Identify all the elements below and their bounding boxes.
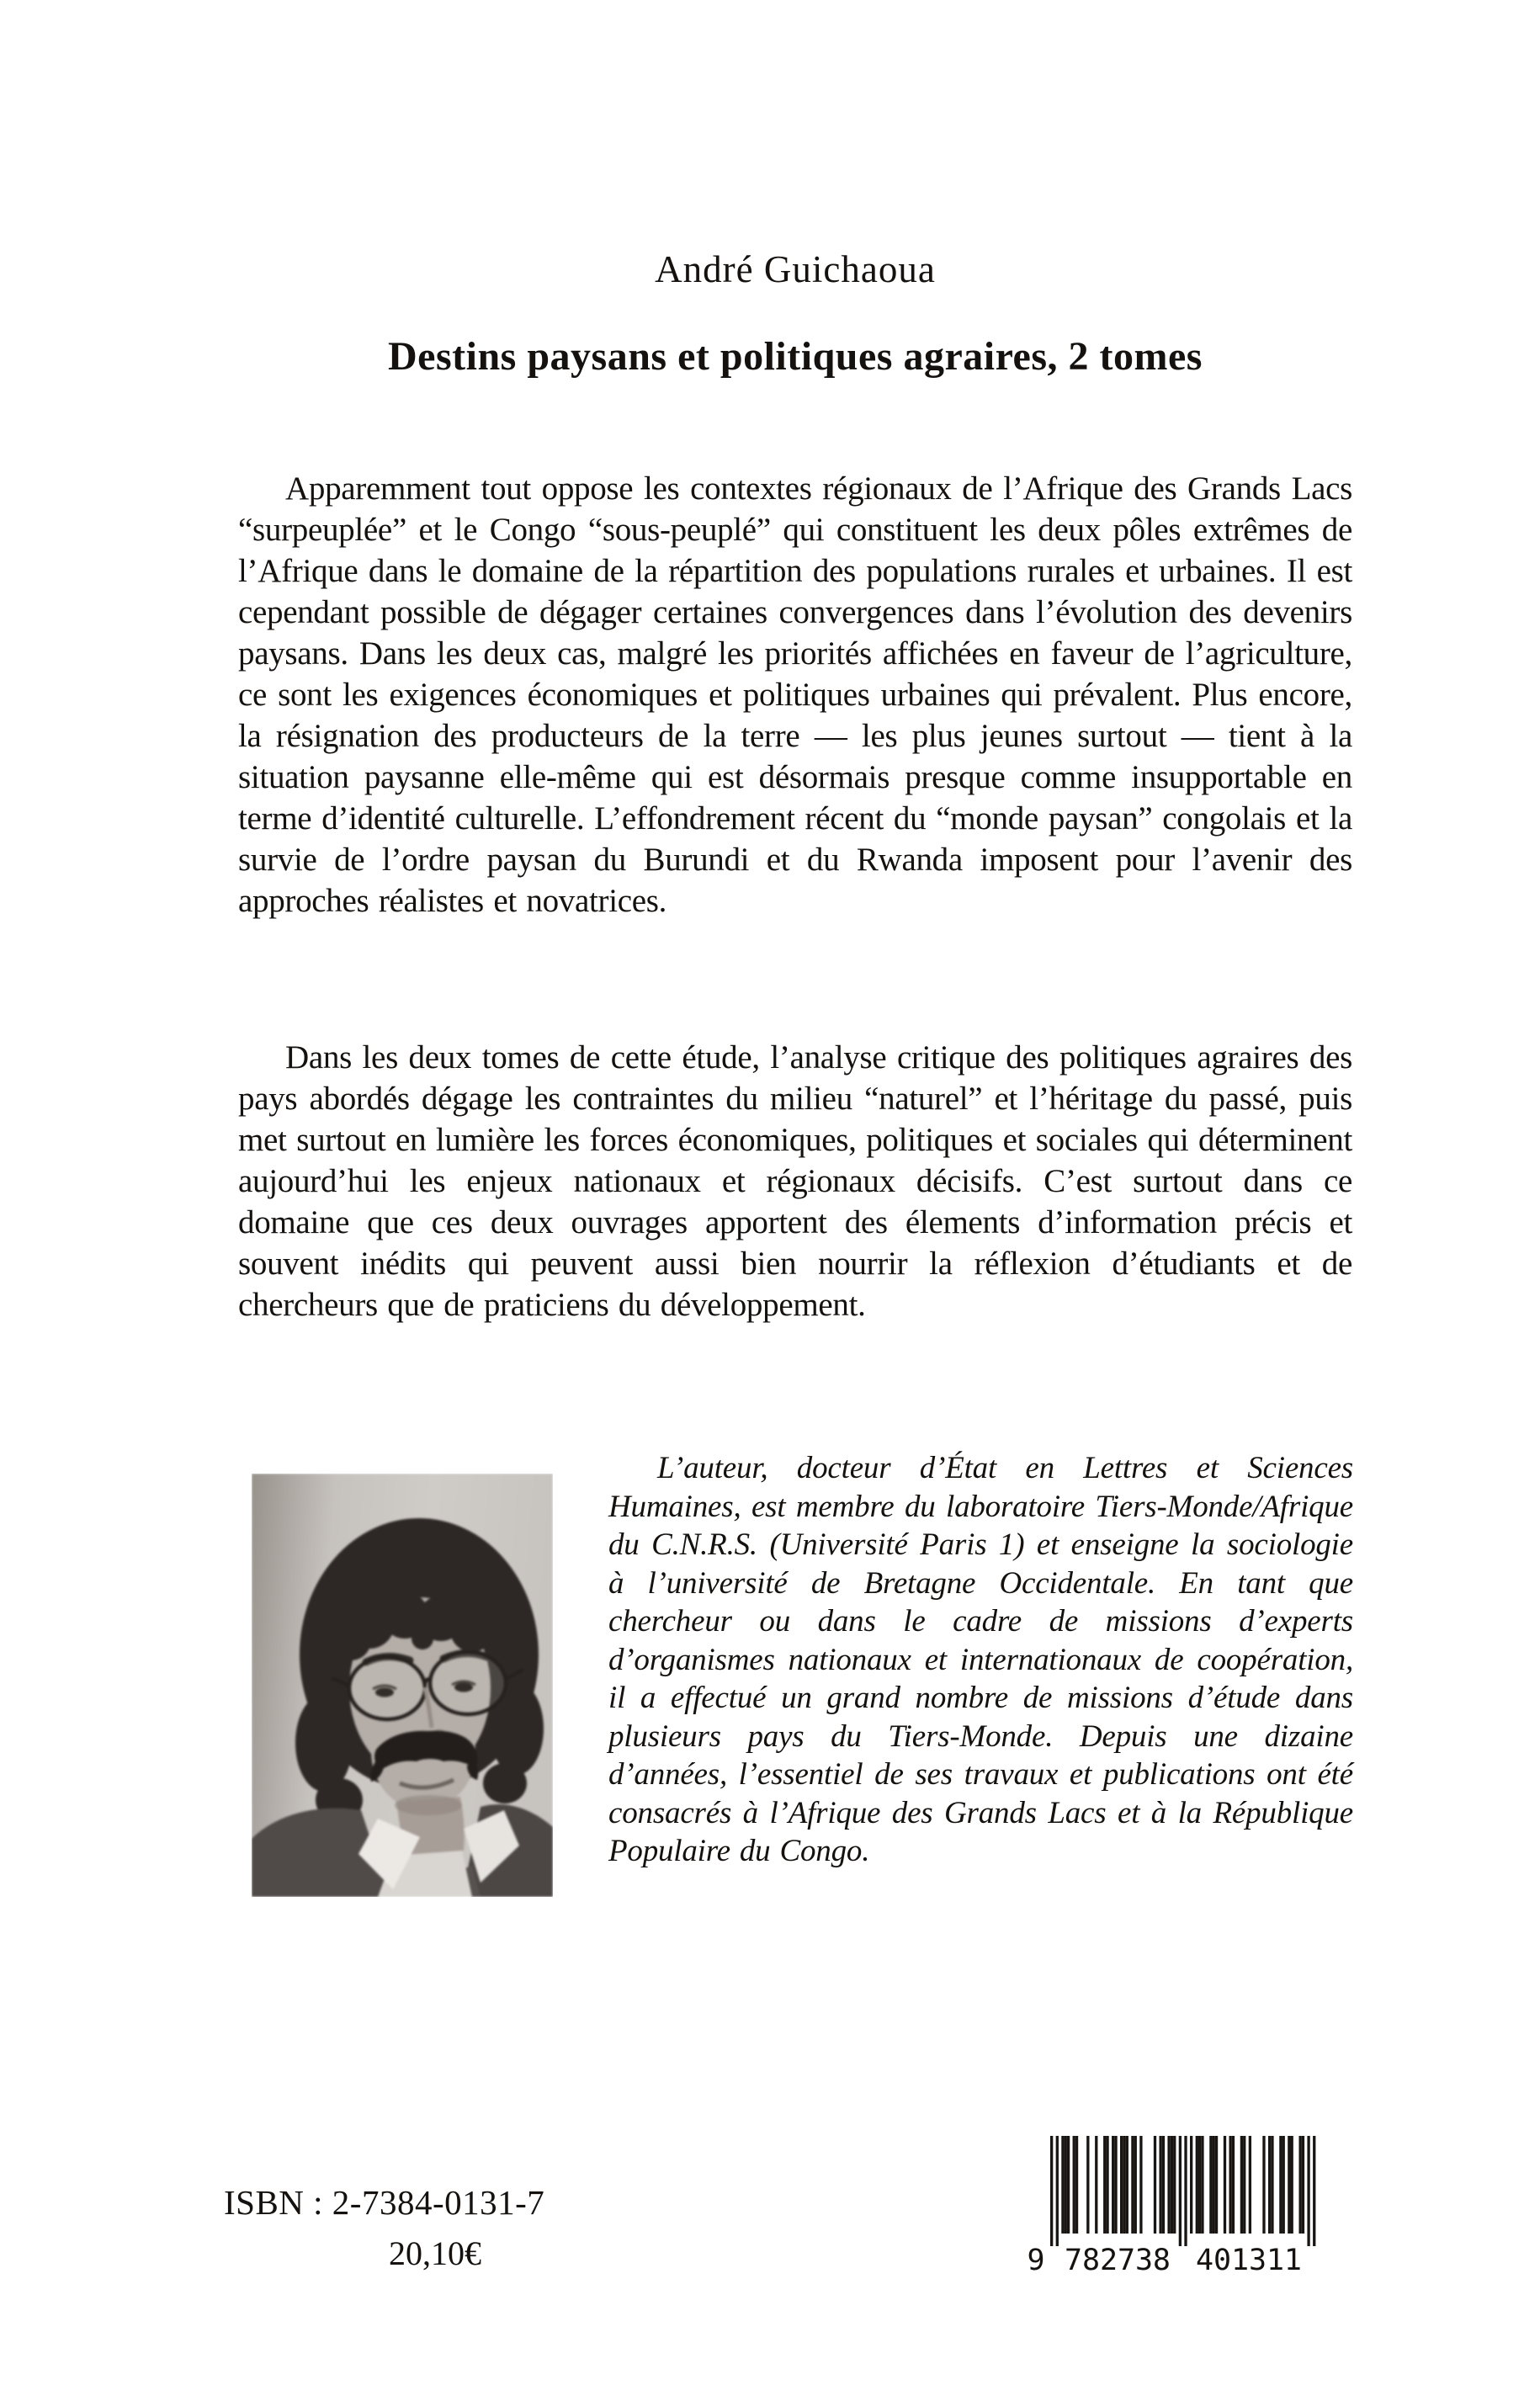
blurb-paragraph-2: Dans les deux tomes de cette étude, l’analyse critique des politiques agraires des pays abordés dégage les contraintes du milieu “naturel” et l’héritage du passé, puis met surtout en lumière les forces économiques, politiques et sociales qui déterminent aujourd’hui les enjeux nationaux et régionaux décisifs. C’est surtout dans ce domaine que ces deux ouvrages apportent des élements d’information précis et souvent inédits qui peuvent aussi bien nourrir la réflexion d’étudiants et de chercheurs que de praticiens du développement. [238, 1039, 1352, 1323]
ean13-barcode [1021, 2132, 1328, 2279]
barcode-digit-group1: 782738 [1065, 2244, 1171, 2277]
isbn-text: ISBN : 2-7384-0131-7 [224, 2183, 545, 2222]
blurb-paragraph-1: Apparemment tout oppose les contextes régionaux de l’Afrique des Grands Lacs “surpeuplée” et le Congo “sous-peuplé” qui constituent les deux pôles extrêmes de l’Afrique dans le domaine de la répartition des populations rurales et urbaines. Il est cependant possible de dégager certaines convergences dans l’évolution des devenirs paysans. Dans les deux cas, malgré les priorités affichées en faveur de l’agriculture, ce sont les exigences économiques et politiques urbaines qui prévalent. Plus encore, la résignation des producteurs de la terre — les plus jeunes surtout — tient à la situation paysanne elle-même qui est désormais presque comme insupportable en terme d’identité culturelle. L’effondrement récent du “monde paysan” congolais et la survie de l’ordre paysan du Burundi et du Rwanda imposent pour l’avenir des approches réalistes et novatrices. [238, 470, 1352, 919]
author-bio: L’auteur, docteur d’État en Lettres et Sciences Humaines, est membre du laboratoire Tiers-Monde/Afrique du C.N.R.S. (Université Paris 1) et enseigne la sociologie à l’université de Bretagne Occidentale. En tant que chercheur ou dans le cadre de missions d’experts d’organismes nationaux et internationaux de coopération, il a effectué un grand nombre de missions d’étude dans plusieurs pays du Tiers-Monde. Depuis une dizaine d’années, l’essentiel de ses travaux et publications ont été consacrés à l’Afrique des Grands Lacs et à la République Populaire du Congo. [608, 1451, 1353, 1868]
barcode-svg [1021, 2132, 1328, 2279]
price-text: 20,10€ [389, 2234, 481, 2272]
author-photo [252, 1474, 553, 1897]
book-title: Destins paysans et politiques agraires, 2 tomes [388, 334, 1203, 379]
barcode-digit-lead: 9 [1027, 2244, 1045, 2277]
author-portrait-svg [252, 1474, 553, 1897]
barcode-bars [1050, 2136, 1315, 2246]
barcode-digit-group2: 401311 [1196, 2244, 1302, 2277]
author-name: André Guichaoua [655, 248, 936, 290]
